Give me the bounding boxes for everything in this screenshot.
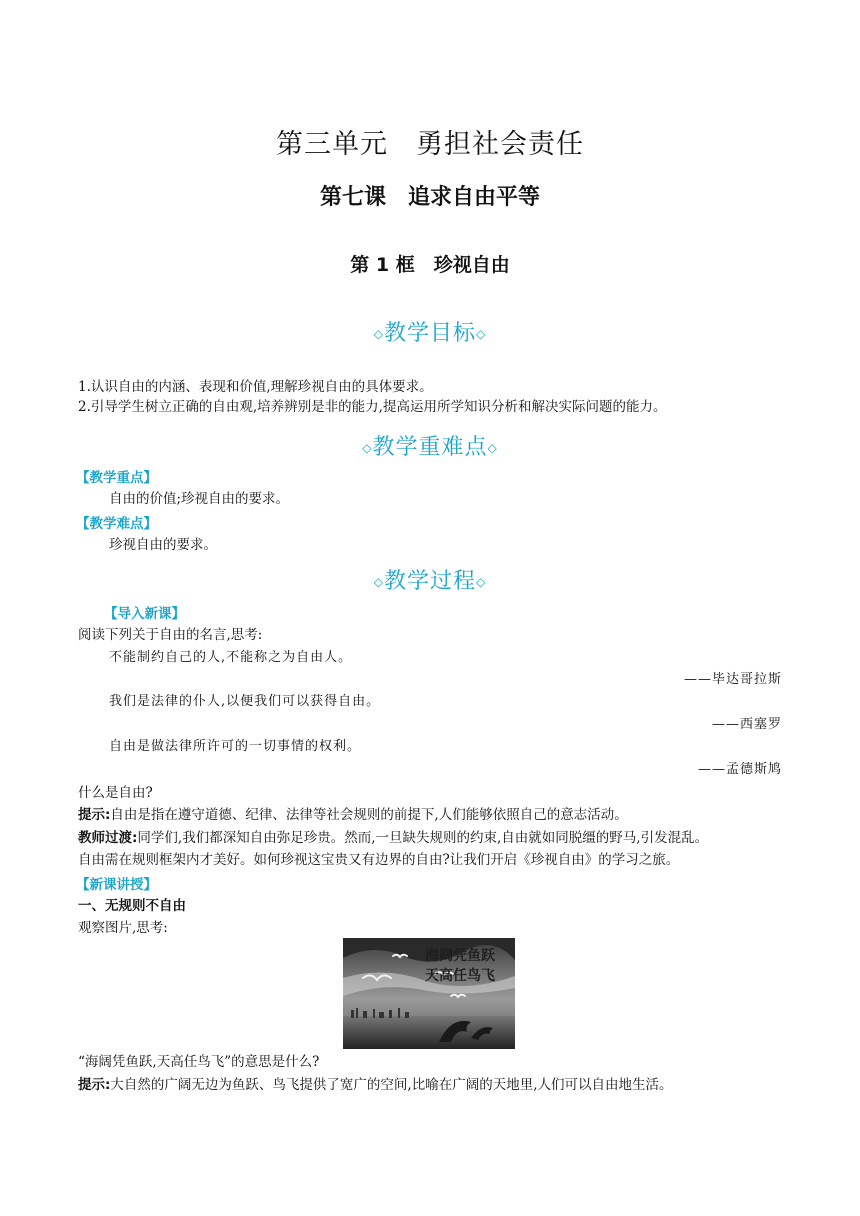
hint-label: 提示: [78,807,111,823]
goal-item-2: 2.引导学生树立正确的自由观,培养辨别是非的能力,提高运用所学知识分析和解决实际问题的能力。 [78,399,667,415]
teacher-label: 教师过渡: [78,830,138,846]
hint-label: 提示: [78,1077,111,1093]
quote-text-2: 我们是法律的仆人,以便我们可以获得自由。 [109,694,381,709]
difficulties-text: 珍视自由的要求。 [109,537,217,553]
intro-lead: 阅读下列关于自由的名言,思考: [78,627,263,643]
intro-question: 什么是自由? [78,785,153,801]
quote-text-1: 不能制约自己的人,不能称之为自由人。 [109,650,353,665]
sea-sky-image [343,938,515,1049]
tag-new-lesson: 【新课讲授】 [76,877,157,893]
quote-text-3: 自由是做法律所许可的一切事情的权利。 [109,739,362,754]
hint-text: 自由是指在遵守道德、纪律、法律等社会规则的前提下,人们能够依照自己的意志活动。 [110,807,628,823]
diamond-icon: ◇ [476,327,487,341]
diamond-icon: ◇ [373,327,384,341]
teacher-text-2: 自由需在规则框架内才美好。如何珍视这宝贵又有边界的自由?让我们开启《珍视自由》的学习之旅。 [78,852,680,868]
tag-key-points: 【教学重点】 [76,470,157,486]
teacher-text-1: 同学们,我们都深知自由弥足珍贵。然而,一旦缺失规则的约束,自由就如同脱缰的野马,引发混乱。 [137,830,709,846]
unit-title: 第三单元 勇担社会责任 [276,129,584,160]
lesson-question: “海阔凭鱼跃,天高任鸟飞”的意思是什么? [78,1054,320,1070]
hint-text: 大自然的广阔无边为鱼跃、鸟飞提供了宽广的空间,比喻在广阔的天地里,人们可以自由地生活。 [110,1077,673,1093]
diamond-icon: ◇ [373,575,384,589]
tag-intro: 【导入新课】 [104,606,185,622]
goal-item-1: 1.认识自由的内涵、表现和价值,理解珍视自由的具体要求。 [78,379,433,395]
section-process-heading: ◇教学过程◇ [373,569,487,594]
lesson-hint [78,1075,673,1095]
lesson-title: 第七课 追求自由平等 [319,185,540,210]
diamond-icon: ◇ [476,575,487,589]
diamond-icon: ◇ [487,441,498,455]
frame-title: 第 1 框 珍视自由 [350,254,510,276]
quote-author-2: ——西塞罗 [711,717,782,732]
section-keypoints-heading: ◇教学重难点◇ [362,435,498,460]
teacher-transition [78,828,708,848]
image-caption-line-2: 天高任鸟飞 [425,968,495,984]
section-goals-heading: ◇教学目标◇ [373,321,487,346]
observe-text: 观察图片,思考: [78,920,168,936]
diamond-icon: ◇ [362,441,373,455]
quote-author-1: ——毕达哥拉斯 [683,672,782,687]
lesson-heading: 一、无规则不自由 [78,898,186,914]
tag-difficulties: 【教学难点】 [76,516,157,532]
intro-hint [78,805,628,825]
key-points-text: 自由的价值;珍视自由的要求。 [109,491,290,507]
quote-author-3: ——孟德斯鸠 [697,762,782,777]
image-caption-line-1: 海阔凭鱼跃 [425,948,495,964]
